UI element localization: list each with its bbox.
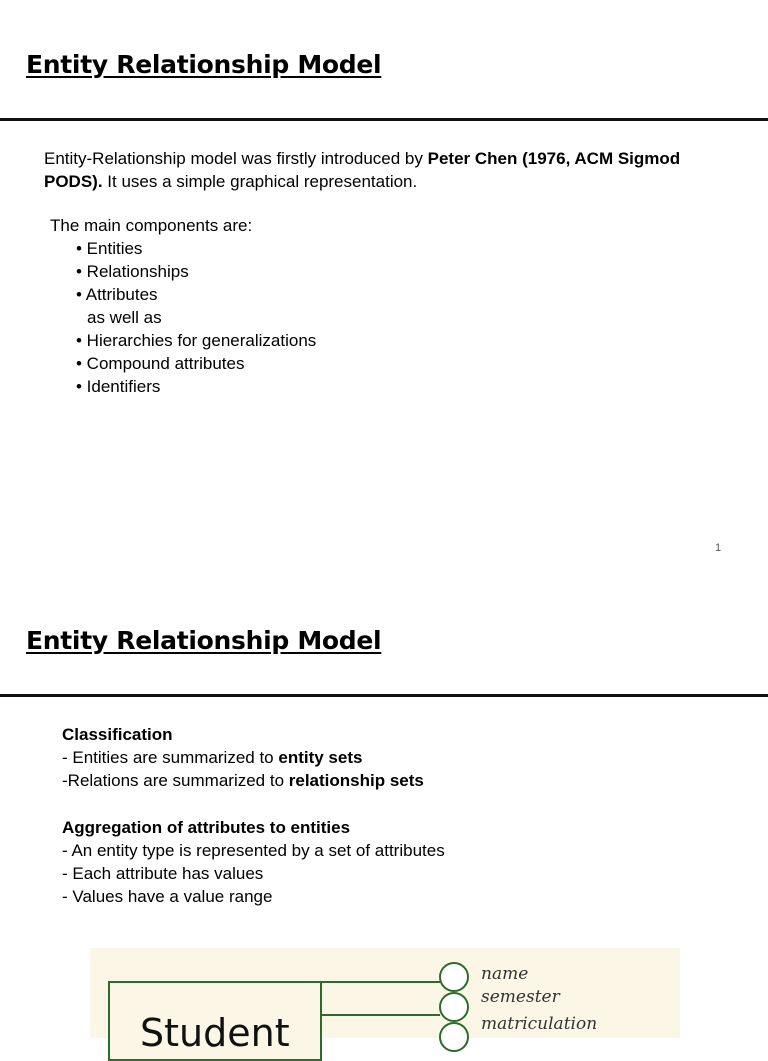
line-bold: entity sets [278, 748, 363, 767]
aggregation-line: - An entity type is represented by a set of attributes [62, 841, 445, 860]
aggregation-line: - Each attribute has values [62, 864, 264, 883]
classification-heading: Classification [62, 725, 173, 744]
classification-line [62, 746, 424, 769]
components-list [76, 237, 316, 398]
attribute-circle [439, 992, 469, 1022]
slide-2 [0, 576, 768, 1055]
classification-line [62, 769, 424, 792]
attribute-label: semester [481, 987, 560, 1007]
attribute-connector [322, 981, 440, 983]
page-number: 1 [715, 542, 722, 554]
intro-suffix: It uses a simple graphical representation. [102, 172, 418, 191]
intro-citation: Peter Chen (1976, ACM Sigmod PODS). [44, 149, 681, 191]
line-text: -Relations are summarized to [62, 771, 289, 790]
list-item: as well as [87, 308, 162, 327]
aggregation-block [62, 816, 445, 908]
attribute-circle [439, 962, 469, 992]
list-item: • Entities [76, 239, 143, 258]
list-item: • Relationships [76, 262, 189, 281]
line-text: - Entities are summarized to [62, 748, 279, 767]
entity-box [108, 981, 322, 1061]
attribute-label: matriculation [481, 1014, 598, 1034]
attribute-label: name [481, 964, 529, 984]
intro-paragraph [44, 147, 724, 193]
list-item: • Hierarchies for generalizations [76, 331, 317, 350]
list-item: • Identifiers [76, 377, 161, 396]
slide-2-title: Entity Relationship Model [26, 626, 382, 655]
title-divider [0, 694, 768, 697]
line-bold: relationship sets [288, 771, 424, 790]
attribute-circle [439, 1022, 469, 1052]
classification-block [62, 723, 424, 792]
slide-1-title: Entity Relationship Model [26, 50, 382, 79]
title-divider [0, 118, 768, 121]
aggregation-heading: Aggregation of attributes to entities [62, 818, 351, 837]
intro-prefix: Entity-Relationship model was firstly introduced by [44, 149, 428, 168]
components-heading: The main components are: [50, 216, 253, 235]
aggregation-line: - Values have a value range [62, 887, 273, 906]
attribute-connector [322, 1014, 440, 1016]
list-item: • Compound attributes [76, 354, 245, 373]
er-diagram [90, 948, 680, 1055]
entity-label: Student [140, 1011, 290, 1055]
list-item: • Attributes [76, 285, 158, 304]
